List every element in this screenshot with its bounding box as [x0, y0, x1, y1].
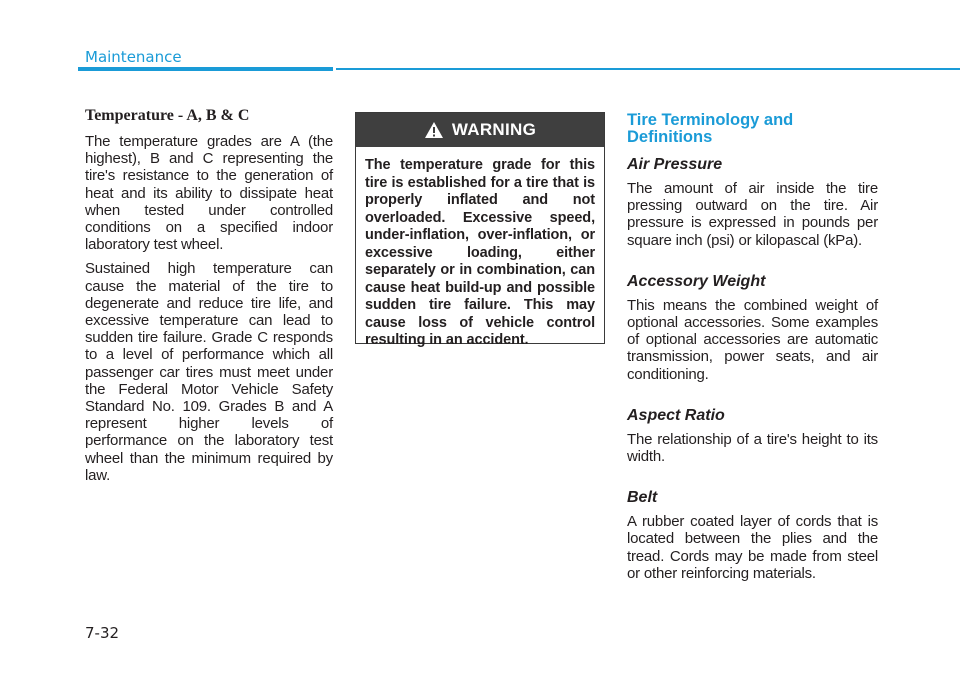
term-definition: This means the combined weight of optional accessories. Some examples of optional accessories are automatic transmission, power seats, and air conditioning. — [627, 296, 878, 383]
term-definition: The relationship of a tire's height to its width. — [627, 430, 878, 466]
header-rule-thin — [336, 68, 960, 70]
term-entry — [627, 156, 878, 249]
warning-box — [355, 112, 605, 348]
temperature-paragraph: Sustained high temperature can cause the material of the tire to degenerate and reduce tire life, and excessive temperature can lead to sudden tire failure. Grade C responds to a level of performance which all passenger car tires must meet under the Federal Motor Vehicle Safety Standard No. 109. Grades B and A represent higher levels of performance on the laboratory test wheel than the minimum required by law. — [85, 260, 333, 484]
warning-title: WARNING — [451, 120, 537, 139]
warning-triangle-icon — [424, 121, 444, 139]
warning-header — [356, 113, 604, 147]
term-entry — [627, 273, 878, 383]
temperature-section — [85, 107, 333, 491]
section-title: Maintenance — [85, 48, 182, 66]
page-number: 7-32 — [85, 624, 120, 642]
temperature-paragraph: The temperature grades are A (the highest), B and C representing the tire's resistance to the generation of heat and its ability to dissipate heat when tested under controlled conditions on a specified indoor laboratory test wheel. — [85, 133, 333, 254]
warning-text: The temperature grade for this tire is established for a tire that is properly inflated and not overloaded. Excessive speed, under-inflation, over-inflation, or excessive loading, either separately or in combination, can cause heat build-up and possible sudden tire failure. This may cause loss of vehicle control resulting in an accident. — [365, 157, 595, 348]
terminology-section — [627, 112, 878, 606]
term-title: Air Pressure — [627, 156, 723, 173]
term-definition: The amount of air inside the tire pressing outward on the tire. Air pressure is expressed in pounds per square inch (psi) or kilopascal (kPa). — [627, 180, 878, 249]
terminology-heading: Tire Terminology and Definitions — [627, 111, 794, 146]
term-entry — [627, 489, 878, 582]
temperature-heading: Temperature - A, B & C — [85, 107, 250, 124]
term-title: Accessory Weight — [627, 272, 766, 290]
term-definition: A rubber coated layer of cords that is located between the plies and the tread. Cords may be made from steel or other reinforcing materials. — [627, 513, 878, 582]
header-rule-thick — [78, 67, 333, 71]
term-title: Aspect Ratio — [627, 406, 725, 424]
term-title: Belt — [627, 489, 658, 507]
term-entry — [627, 407, 878, 465]
